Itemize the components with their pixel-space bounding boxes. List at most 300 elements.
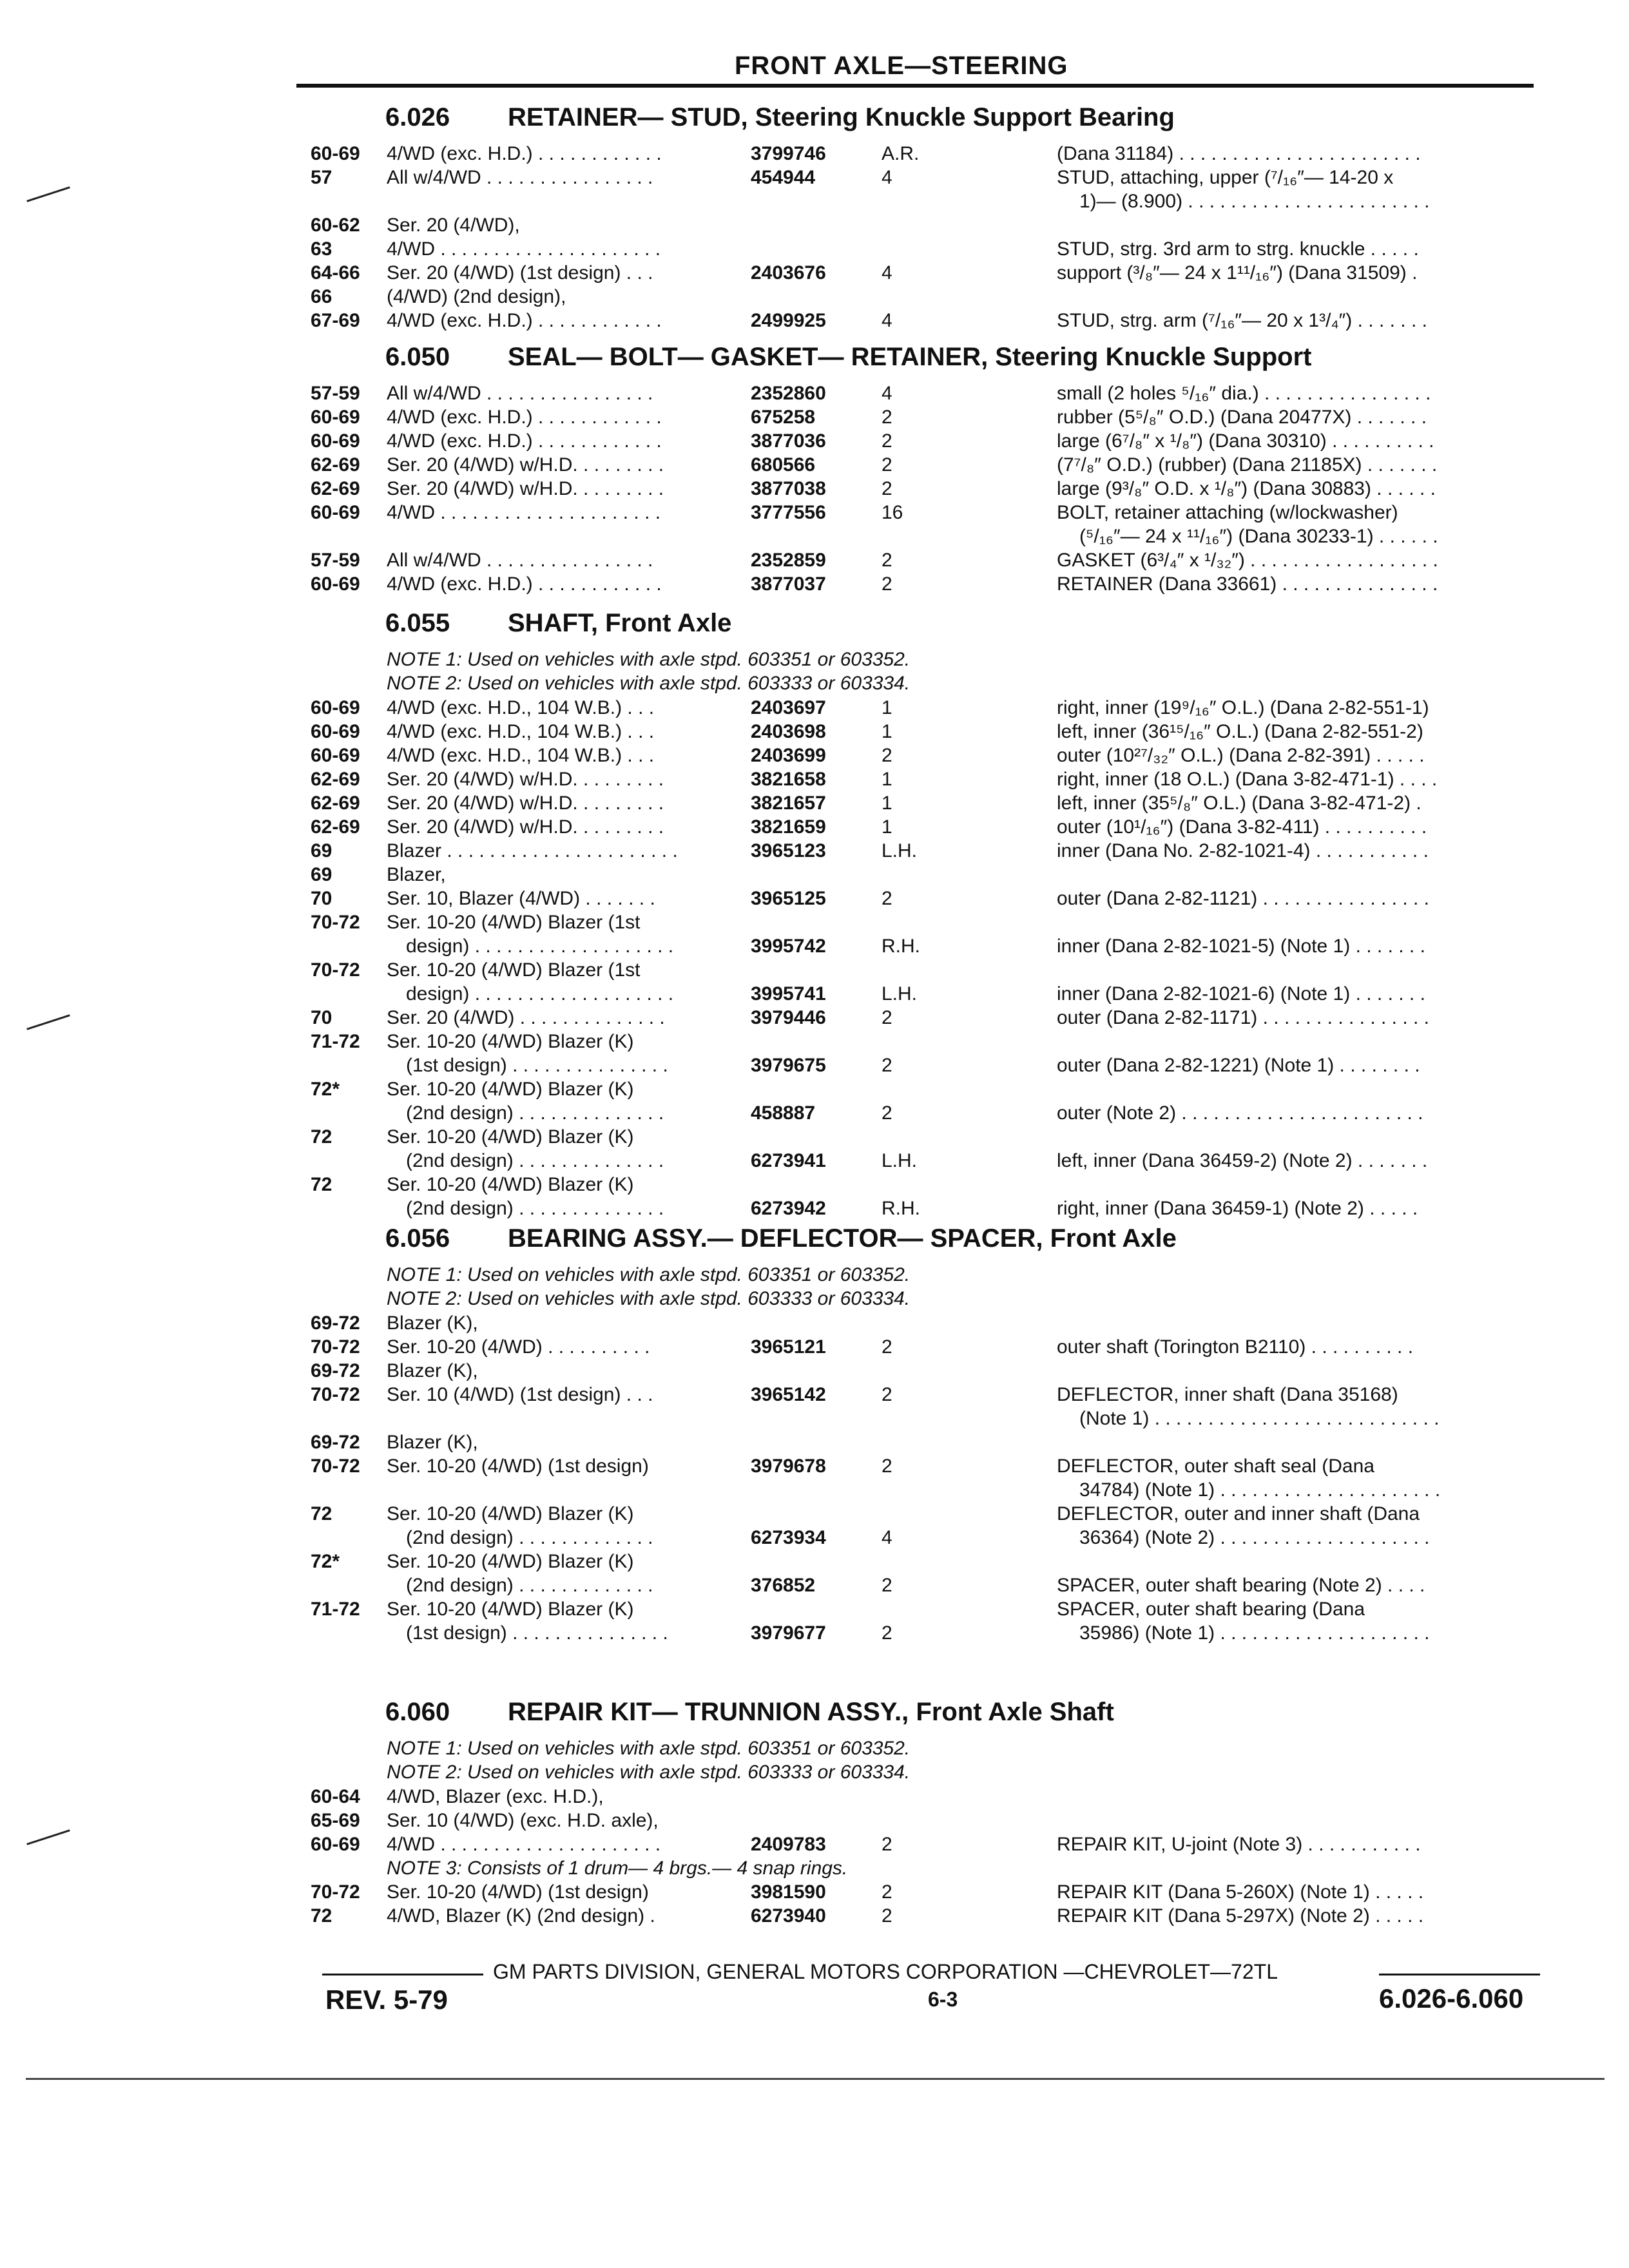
application: Ser. 10-20 (4/WD) (1st design)	[387, 1881, 649, 1903]
part-number: 3965121	[751, 1336, 826, 1358]
part-number: 376852	[751, 1575, 816, 1596]
application: design) . . . . . . . . . . . . . . . . . . .	[406, 983, 674, 1004]
section-note: NOTE 1: Used on vehicles with axle stpd. 603351 or 603352.	[387, 1264, 911, 1285]
part-description: REPAIR KIT, U-joint (Note 3) . . . . . . . . . . .	[1057, 1834, 1421, 1855]
parts-row	[0, 1336, 1629, 1362]
section-range: 6.026-6.060	[1379, 1983, 1524, 2013]
part-description: outer (Dana 2-82-1121) . . . . . . . . . . . . . . . .	[1057, 888, 1430, 909]
part-description: 36364) (Note 2) . . . . . . . . . . . . . . . . . . . .	[1079, 1527, 1430, 1548]
application: Ser. 10 (4/WD) (exc. H.D. axle),	[387, 1810, 659, 1831]
quantity: 2	[882, 430, 892, 452]
parts-row	[0, 1360, 1629, 1386]
parts-row	[0, 816, 1629, 842]
parts-row	[0, 1551, 1629, 1577]
model-years: 69-72	[311, 1312, 360, 1334]
application: Ser. 10, Blazer (4/WD) . . . . . . .	[387, 888, 655, 909]
part-number: 3979678	[751, 1456, 826, 1477]
quantity: 4	[882, 383, 892, 404]
section-heading: SHAFT, Front Axle	[508, 609, 732, 637]
quantity: R.H.	[882, 1198, 920, 1219]
section-note: NOTE 2: Used on vehicles with axle stpd. 603333 or 603334.	[387, 1288, 911, 1309]
part-description: DEFLECTOR, inner shaft (Dana 35168)	[1057, 1384, 1398, 1405]
parts-row	[0, 959, 1629, 985]
model-years: 60-62	[311, 215, 360, 236]
quantity: 2	[882, 454, 892, 476]
parts-row	[0, 840, 1629, 866]
parts-row	[0, 1432, 1629, 1457]
section-note: NOTE 2: Used on vehicles with axle stpd. 603333 or 603334.	[387, 1762, 911, 1783]
model-years: 72*	[311, 1551, 340, 1572]
parts-row	[0, 310, 1629, 336]
part-description: right, inner (Dana 36459-1) (Note 2) . . . . .	[1057, 1198, 1418, 1219]
parts-row	[0, 1384, 1629, 1410]
model-years: 69-72	[311, 1432, 360, 1453]
section-heading: REPAIR KIT— TRUNNION ASSY., Front Axle Shaft	[508, 1698, 1114, 1726]
application: (2nd design) . . . . . . . . . . . . . .	[406, 1198, 664, 1219]
title-rule	[296, 84, 1534, 88]
parts-row	[0, 697, 1629, 723]
section-note: NOTE 2: Used on vehicles with axle stpd. 603333 or 603334.	[387, 673, 911, 694]
quantity: 2	[882, 573, 892, 595]
parts-row	[0, 430, 1629, 456]
model-years: 60-69	[311, 143, 360, 164]
quantity: R.H.	[882, 936, 920, 957]
parts-row	[0, 1479, 1629, 1505]
parts-row	[0, 1055, 1629, 1081]
parts-row	[0, 1312, 1629, 1338]
part-number: 3995741	[751, 983, 826, 1004]
section-title	[385, 343, 1311, 372]
part-description: outer (10²⁷/₃₂″ O.L.) (Dana 2-82-391) . . . . .	[1057, 745, 1425, 766]
part-number: 6273934	[751, 1527, 826, 1548]
application: 4/WD (exc. H.D., 104 W.B.) . . .	[387, 721, 655, 742]
quantity: 2	[882, 1055, 892, 1076]
model-years: 70-72	[311, 1384, 360, 1405]
part-description: left, inner (36¹⁵/₁₆″ O.L.) (Dana 2-82-551-2)	[1057, 721, 1423, 742]
section-number: 6.056	[385, 1224, 450, 1253]
parts-row	[0, 1810, 1629, 1836]
parts-row	[0, 1905, 1629, 1931]
part-number: 6273940	[751, 1905, 826, 1927]
application: Ser. 20 (4/WD) (1st design) . . .	[387, 262, 653, 284]
quantity: L.H.	[882, 840, 918, 861]
model-years: 63	[311, 238, 333, 260]
application: Ser. 20 (4/WD),	[387, 215, 520, 236]
parts-row	[0, 721, 1629, 747]
part-number: 6273941	[751, 1150, 826, 1171]
part-number: 3979446	[751, 1007, 826, 1028]
parts-row	[0, 1786, 1629, 1812]
parts-row	[0, 1503, 1629, 1529]
model-years: 71-72	[311, 1031, 360, 1052]
section-number: 6.055	[385, 609, 450, 637]
part-number: 3821657	[751, 793, 826, 814]
part-description: left, inner (35⁵/₈″ O.L.) (Dana 3-82-471-2) .	[1057, 793, 1422, 814]
application: Ser. 20 (4/WD) w/H.D. . . . . . . . .	[387, 769, 664, 790]
parts-row	[0, 1126, 1629, 1152]
model-years: 57-59	[311, 550, 360, 571]
application: Ser. 20 (4/WD) w/H.D. . . . . . . . .	[387, 793, 664, 814]
quantity: 2	[882, 1575, 892, 1596]
part-description: support (³/₈″— 24 x 1¹¹/₁₆″) (Dana 31509) .	[1057, 262, 1418, 284]
part-number: 458887	[751, 1102, 816, 1124]
bottom-rule	[26, 2078, 1605, 2080]
section-title	[385, 1224, 1177, 1253]
parts-row	[0, 573, 1629, 599]
part-description: outer (Note 2) . . . . . . . . . . . . . . . . . . . . . . .	[1057, 1102, 1423, 1124]
page-title: FRONT AXLE—STEERING	[735, 52, 1068, 80]
part-description: (7⁷/₈″ O.D.) (rubber) (Dana 21185X) . . . . . . .	[1057, 454, 1438, 476]
model-years: 62-69	[311, 793, 360, 814]
model-years: 60-69	[311, 745, 360, 766]
part-description: right, inner (18 O.L.) (Dana 3-82-471-1) . . . .	[1057, 769, 1438, 790]
model-years: 72	[311, 1905, 333, 1927]
application: 4/WD, Blazer (exc. H.D.),	[387, 1786, 604, 1807]
part-number: 3979677	[751, 1622, 826, 1644]
parts-row	[0, 478, 1629, 504]
quantity: A.R.	[882, 143, 920, 164]
parts-row	[0, 864, 1629, 890]
parts-row	[0, 1031, 1629, 1057]
model-years: 60-69	[311, 502, 360, 523]
part-description: outer (Dana 2-82-1171) . . . . . . . . . . . . . . . .	[1057, 1007, 1430, 1028]
parts-row	[0, 262, 1629, 288]
part-description: inner (Dana No. 2-82-1021-4) . . . . . . . . . . .	[1057, 840, 1429, 861]
model-years: 66	[311, 286, 333, 307]
parts-row	[0, 793, 1629, 818]
part-description: SPACER, outer shaft bearing (Note 2) . . . .	[1057, 1575, 1425, 1596]
part-number: 3981590	[751, 1881, 826, 1903]
part-number: 2403676	[751, 262, 826, 284]
quantity: 2	[882, 1336, 892, 1358]
application: Ser. 20 (4/WD) w/H.D. . . . . . . . .	[387, 454, 664, 476]
part-description: outer shaft (Torington B2110) . . . . . . . . . .	[1057, 1336, 1414, 1358]
parts-row	[0, 167, 1629, 193]
model-years: 72	[311, 1126, 333, 1148]
application: 4/WD . . . . . . . . . . . . . . . . . . . . .	[387, 1834, 661, 1855]
part-number: 3777556	[751, 502, 826, 523]
application: Blazer (K),	[387, 1432, 478, 1453]
application: Ser. 10 (4/WD) (1st design) . . .	[387, 1384, 653, 1405]
application: Blazer (K),	[387, 1312, 478, 1334]
quantity: 2	[882, 407, 892, 428]
parts-row	[0, 1858, 1629, 1883]
quantity: 1	[882, 721, 892, 742]
model-years: 70-72	[311, 1336, 360, 1358]
model-years: 69-72	[311, 1360, 360, 1381]
model-years: 69	[311, 864, 333, 885]
part-description: STUD, strg. 3rd arm to strg. knuckle . . . . .	[1057, 238, 1419, 260]
application: 4/WD (exc. H.D.) . . . . . . . . . . . .	[387, 407, 662, 428]
part-number: 2409783	[751, 1834, 826, 1855]
application: 4/WD (exc. H.D.) . . . . . . . . . . . .	[387, 430, 662, 452]
quantity: 4	[882, 262, 892, 284]
part-number: 2403699	[751, 745, 826, 766]
parts-row	[0, 1174, 1629, 1200]
model-years: 72*	[311, 1079, 340, 1100]
parts-row	[0, 238, 1629, 264]
part-number: 3799746	[751, 143, 826, 164]
part-description: inner (Dana 2-82-1021-6) (Note 1) . . . . . . .	[1057, 983, 1425, 1004]
application: NOTE 3: Consists of 1 drum— 4 brgs.— 4 snap rings.	[387, 1858, 848, 1879]
parts-row	[0, 1079, 1629, 1104]
part-description: (Note 1) . . . . . . . . . . . . . . . . . . . . . . . . . . .	[1079, 1408, 1440, 1429]
application: All w/4/WD . . . . . . . . . . . . . . . .	[387, 550, 653, 571]
application: Ser. 10-20 (4/WD) Blazer (K)	[387, 1079, 634, 1100]
model-years: 60-69	[311, 697, 360, 718]
model-years: 72	[311, 1174, 333, 1195]
parts-row	[0, 286, 1629, 312]
application: 4/WD (exc. H.D.) . . . . . . . . . . . .	[387, 573, 662, 595]
part-description: (Dana 31184) . . . . . . . . . . . . . . . . . . . . . . .	[1057, 143, 1421, 164]
model-years: 70	[311, 1007, 333, 1028]
part-description: outer (Dana 2-82-1221) (Note 1) . . . . . . . .	[1057, 1055, 1420, 1076]
model-years: 70-72	[311, 1881, 360, 1903]
part-number: 680566	[751, 454, 816, 476]
part-number: 3965123	[751, 840, 826, 861]
part-number: 3965125	[751, 888, 826, 909]
model-years: 62-69	[311, 769, 360, 790]
model-years: 71-72	[311, 1599, 360, 1620]
parts-row	[0, 769, 1629, 794]
application: Ser. 20 (4/WD) . . . . . . . . . . . . . .	[387, 1007, 665, 1028]
part-description: STUD, attaching, upper (⁷/₁₆″— 14-20 x	[1057, 167, 1394, 188]
parts-row	[0, 1150, 1629, 1176]
model-years: 60-69	[311, 721, 360, 742]
application: Ser. 20 (4/WD) w/H.D. . . . . . . . .	[387, 816, 664, 838]
part-description: REPAIR KIT (Dana 5-260X) (Note 1) . . . . .	[1057, 1881, 1424, 1903]
application: 4/WD, Blazer (K) (2nd design) .	[387, 1905, 655, 1927]
parts-row	[0, 526, 1629, 552]
part-number: 2403698	[751, 721, 826, 742]
part-description: BOLT, retainer attaching (w/lockwasher)	[1057, 502, 1398, 523]
section-number: 6.060	[385, 1698, 450, 1726]
application: All w/4/WD . . . . . . . . . . . . . . . .	[387, 167, 653, 188]
parts-row	[0, 1881, 1629, 1907]
application: Blazer,	[387, 864, 446, 885]
part-number: 2499925	[751, 310, 826, 331]
parts-row	[0, 1408, 1629, 1434]
quantity: 2	[882, 888, 892, 909]
application: (2nd design) . . . . . . . . . . . . . .	[406, 1102, 664, 1124]
parts-row	[0, 407, 1629, 432]
part-number: 454944	[751, 167, 816, 188]
part-number: 2403697	[751, 697, 826, 718]
parts-row	[0, 983, 1629, 1009]
part-description: DEFLECTOR, outer shaft seal (Dana	[1057, 1456, 1374, 1477]
part-number: 3821659	[751, 816, 826, 838]
parts-row	[0, 1456, 1629, 1481]
part-number: 6273942	[751, 1198, 826, 1219]
application: 4/WD . . . . . . . . . . . . . . . . . . . . .	[387, 238, 661, 260]
quantity: L.H.	[882, 1150, 918, 1171]
parts-row	[0, 936, 1629, 961]
model-years: 62-69	[311, 478, 360, 499]
model-years: 70	[311, 888, 333, 909]
quantity: 2	[882, 1007, 892, 1028]
section-title	[385, 609, 731, 638]
section-title	[385, 1698, 1114, 1727]
part-description: rubber (5⁵/₈″ O.D.) (Dana 20477X) . . . . . . .	[1057, 407, 1427, 428]
application: Ser. 10-20 (4/WD) Blazer (K)	[387, 1031, 634, 1052]
model-years: 70-72	[311, 959, 360, 981]
application: Ser. 10-20 (4/WD) Blazer (K)	[387, 1126, 634, 1148]
parts-row	[0, 502, 1629, 528]
quantity: 4	[882, 310, 892, 331]
part-description: STUD, strg. arm (⁷/₁₆″— 20 x 1³/₄″) . . . . . . .	[1057, 310, 1427, 331]
model-years: 60-69	[311, 407, 360, 428]
part-description: 35986) (Note 1) . . . . . . . . . . . . . . . . . . . .	[1079, 1622, 1430, 1644]
section-note: NOTE 1: Used on vehicles with axle stpd. 603351 or 603352.	[387, 1738, 911, 1759]
model-years: 57-59	[311, 383, 360, 404]
section-title	[385, 103, 1175, 132]
footer-rule-right	[1379, 1974, 1540, 1975]
application: (2nd design) . . . . . . . . . . . . .	[406, 1527, 653, 1548]
part-description: SPACER, outer shaft bearing (Dana	[1057, 1599, 1365, 1620]
parts-row	[0, 191, 1629, 216]
model-years: 72	[311, 1503, 333, 1524]
part-number: 3965142	[751, 1384, 826, 1405]
application: Ser. 10-20 (4/WD) Blazer (1st	[387, 912, 641, 933]
part-description: RETAINER (Dana 33661) . . . . . . . . . . . . . . .	[1057, 573, 1438, 595]
application: 4/WD (exc. H.D.) . . . . . . . . . . . .	[387, 310, 662, 331]
quantity: 2	[882, 1384, 892, 1405]
part-description: (⁵/₁₆″— 24 x ¹¹/₁₆″) (Dana 30233-1) . . . . . .	[1079, 526, 1438, 547]
parts-row	[0, 550, 1629, 575]
part-description: DEFLECTOR, outer and inner shaft (Dana	[1057, 1503, 1420, 1524]
application: Ser. 10-20 (4/WD) Blazer (K)	[387, 1551, 634, 1572]
part-number: 3979675	[751, 1055, 826, 1076]
section-note: NOTE 1: Used on vehicles with axle stpd. 603351 or 603352.	[387, 649, 911, 670]
parts-row	[0, 1834, 1629, 1860]
quantity: 2	[882, 550, 892, 571]
part-number: 3877036	[751, 430, 826, 452]
quantity: 2	[882, 1905, 892, 1927]
application: 4/WD (exc. H.D.) . . . . . . . . . . . .	[387, 143, 662, 164]
quantity: 2	[882, 1456, 892, 1477]
application: 4/WD (exc. H.D., 104 W.B.) . . .	[387, 745, 655, 766]
part-description: left, inner (Dana 36459-2) (Note 2) . . . . . . .	[1057, 1150, 1428, 1171]
part-description: 34784) (Note 1) . . . . . . . . . . . . . . . . . . . . .	[1079, 1479, 1441, 1501]
part-number: 675258	[751, 407, 816, 428]
quantity: 4	[882, 1527, 892, 1548]
parts-row	[0, 383, 1629, 408]
application: 4/WD (exc. H.D., 104 W.B.) . . .	[387, 697, 655, 718]
part-description: large (9³/₈″ O.D. x ¹/₈″) (Dana 30883) . . . . . .	[1057, 478, 1436, 499]
model-years: 70-72	[311, 1456, 360, 1477]
application: All w/4/WD . . . . . . . . . . . . . . . .	[387, 383, 653, 404]
part-description: inner (Dana 2-82-1021-5) (Note 1) . . . . . . .	[1057, 936, 1425, 957]
footer-rule-left	[322, 1974, 483, 1975]
model-years: 57	[311, 167, 333, 188]
part-description: outer (10¹/₁₆″) (Dana 3-82-411) . . . . . . . . . .	[1057, 816, 1427, 838]
part-number: 3877038	[751, 478, 826, 499]
model-years: 67-69	[311, 310, 360, 331]
application: (1st design) . . . . . . . . . . . . . . .	[406, 1622, 668, 1644]
model-years: 64-66	[311, 262, 360, 284]
parts-row	[0, 1599, 1629, 1624]
model-years: 70-72	[311, 912, 360, 933]
footer-publisher: GM PARTS DIVISION, GENERAL MOTORS CORPORATION —CHEVROLET—72TL	[493, 1960, 1278, 1983]
quantity: 2	[882, 1834, 892, 1855]
part-number: 3995742	[751, 936, 826, 957]
part-description: REPAIR KIT (Dana 5-297X) (Note 2) . . . . .	[1057, 1905, 1424, 1927]
quantity: 4	[882, 167, 892, 188]
application: Ser. 10-20 (4/WD) (1st design)	[387, 1456, 649, 1477]
page-number: 6-3	[928, 1988, 958, 2011]
quantity: 2	[882, 478, 892, 499]
application: Blazer (K),	[387, 1360, 478, 1381]
parts-row	[0, 1575, 1629, 1600]
part-description: right, inner (19⁹/₁₆″ O.L.) (Dana 2-82-551-1)	[1057, 697, 1429, 718]
quantity: 2	[882, 1102, 892, 1124]
parts-row	[0, 1622, 1629, 1648]
application: (2nd design) . . . . . . . . . . . . .	[406, 1575, 653, 1596]
model-years: 60-69	[311, 430, 360, 452]
section-heading: BEARING ASSY.— DEFLECTOR— SPACER, Front Axle	[508, 1224, 1177, 1253]
parts-row	[0, 912, 1629, 937]
application: (1st design) . . . . . . . . . . . . . . .	[406, 1055, 668, 1076]
part-description: small (2 holes ⁵/₁₆″ dia.) . . . . . . . . . . . . . . . .	[1057, 383, 1431, 404]
parts-row	[0, 888, 1629, 914]
application: Ser. 20 (4/WD) w/H.D. . . . . . . . .	[387, 478, 664, 499]
quantity: 1	[882, 816, 892, 838]
application: Ser. 10-20 (4/WD) . . . . . . . . . .	[387, 1336, 650, 1358]
application: Blazer . . . . . . . . . . . . . . . . . . . . . .	[387, 840, 678, 861]
quantity: 2	[882, 1622, 892, 1644]
parts-row	[0, 143, 1629, 169]
quantity: 16	[882, 502, 903, 523]
revision-label: REV. 5-79	[325, 1984, 448, 2015]
parts-row	[0, 454, 1629, 480]
section-number: 6.050	[385, 343, 450, 371]
quantity: 1	[882, 793, 892, 814]
part-description: large (6⁷/₈″ x ¹/₈″) (Dana 30310) . . . . . . . . . .	[1057, 430, 1434, 452]
parts-row	[0, 1527, 1629, 1553]
quantity: 1	[882, 697, 892, 718]
part-description: GASKET (6³/₄″ x ¹/₃₂″) . . . . . . . . . . . . . . . . . .	[1057, 550, 1438, 571]
parts-row	[0, 215, 1629, 240]
quantity: 2	[882, 1881, 892, 1903]
part-number: 3877037	[751, 573, 826, 595]
parts-row	[0, 1198, 1629, 1224]
model-years: 62-69	[311, 816, 360, 838]
application: Ser. 10-20 (4/WD) Blazer (K)	[387, 1503, 634, 1524]
part-number: 2352860	[751, 383, 826, 404]
section-heading: RETAINER— STUD, Steering Knuckle Support Bearing	[508, 103, 1175, 131]
part-number: 3821658	[751, 769, 826, 790]
quantity: 2	[882, 745, 892, 766]
section-number: 6.026	[385, 103, 450, 131]
model-years: 60-69	[311, 1834, 360, 1855]
quantity: L.H.	[882, 983, 918, 1004]
model-years: 60-64	[311, 1786, 360, 1807]
quantity: 1	[882, 769, 892, 790]
model-years: 60-69	[311, 573, 360, 595]
parts-row	[0, 1007, 1629, 1033]
model-years: 69	[311, 840, 333, 861]
model-years: 62-69	[311, 454, 360, 476]
model-years: 65-69	[311, 1810, 360, 1831]
application: (4/WD) (2nd design),	[387, 286, 566, 307]
application: (2nd design) . . . . . . . . . . . . . .	[406, 1150, 664, 1171]
application: Ser. 10-20 (4/WD) Blazer (1st	[387, 959, 641, 981]
parts-row	[0, 1102, 1629, 1128]
application: 4/WD . . . . . . . . . . . . . . . . . . . . .	[387, 502, 661, 523]
section-heading: SEAL— BOLT— GASKET— RETAINER, Steering Knuckle Support	[508, 343, 1312, 371]
application: design) . . . . . . . . . . . . . . . . . . .	[406, 936, 674, 957]
application: Ser. 10-20 (4/WD) Blazer (K)	[387, 1174, 634, 1195]
